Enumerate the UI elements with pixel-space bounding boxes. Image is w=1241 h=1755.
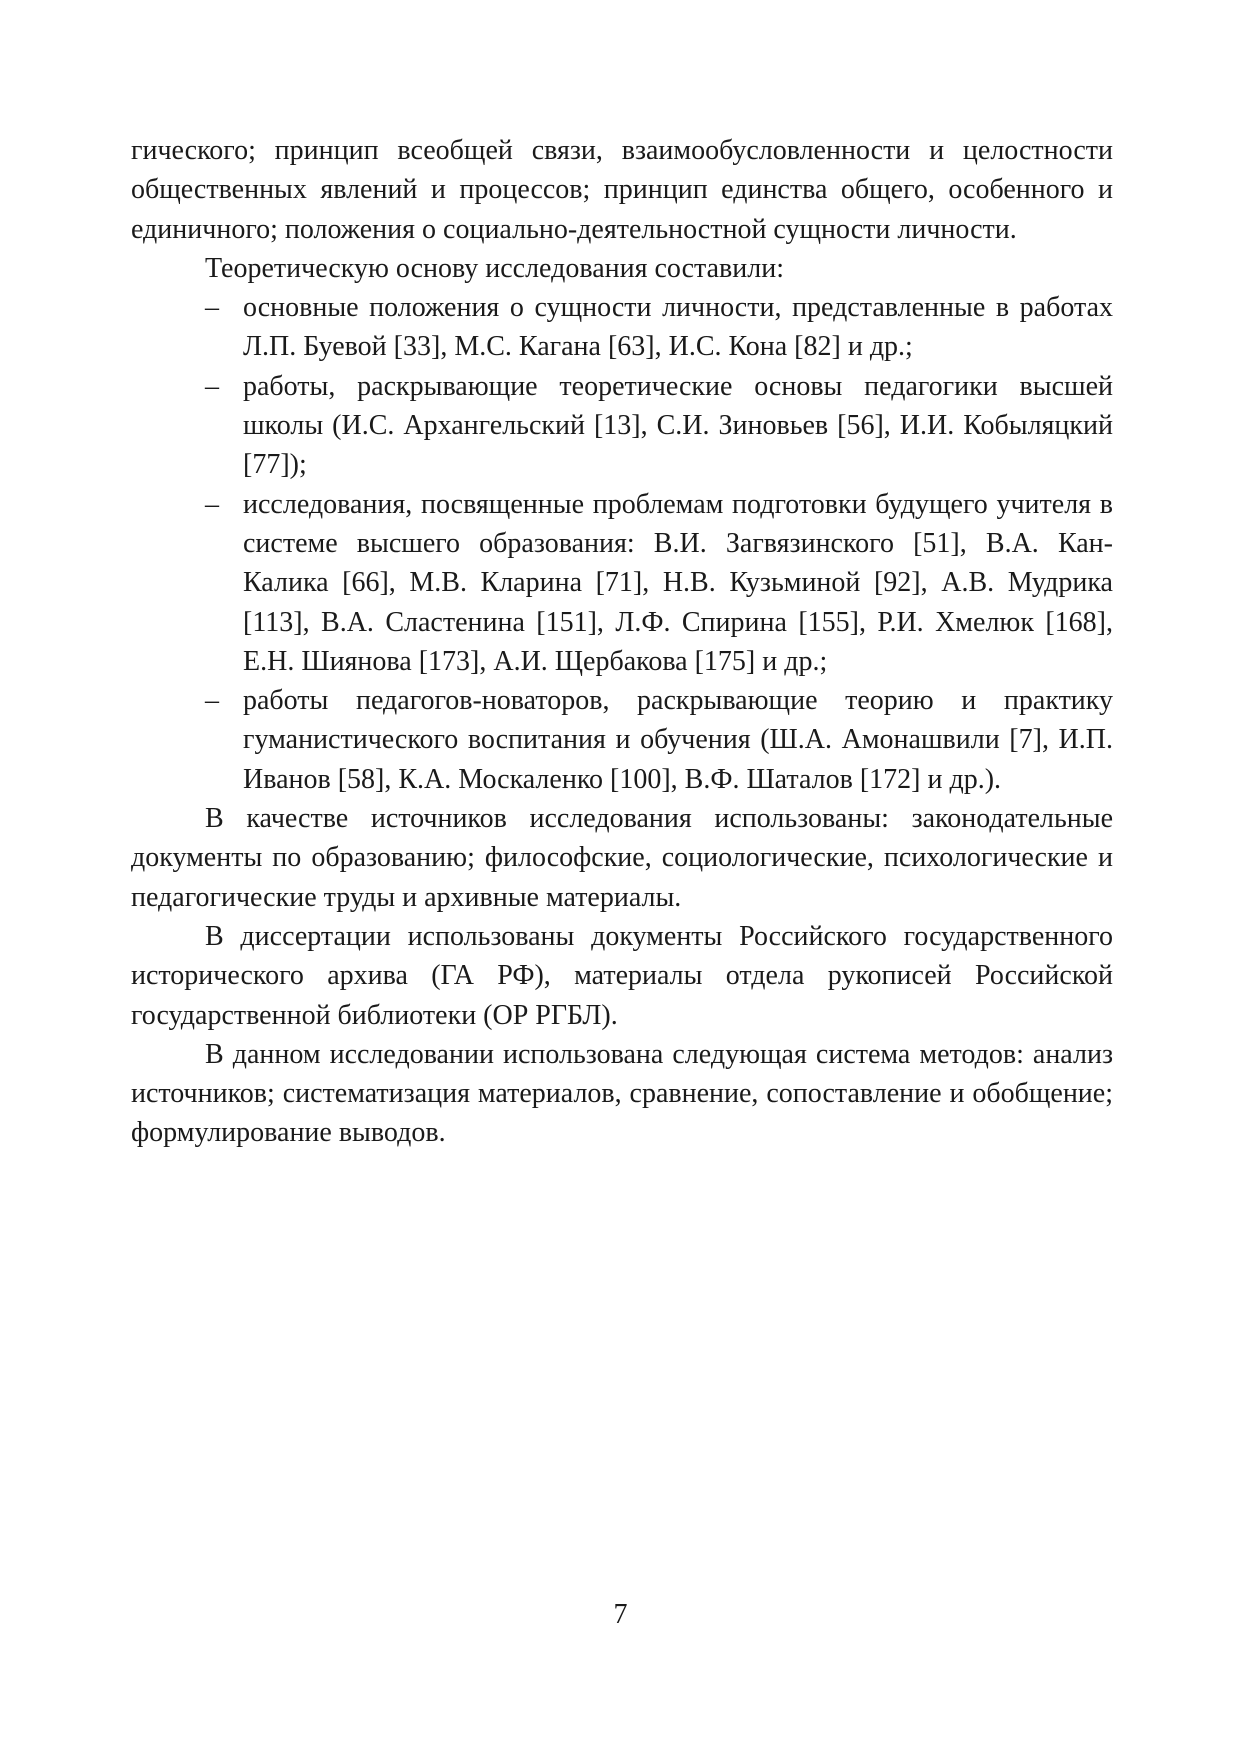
archive-paragraph: В диссертации использованы документы Российского государственного исторического архива (ГА РФ), материалы отдела рукописей Российской государственной библиотеки (ОР РГБЛ). [131, 920, 1113, 1031]
list-item-text: работы, раскрывающие теоретические основы педагогики высшей школы (И.С. Архангельский [13], С.И. Зиновьев [56], И.И. Кобыляцкий [77]); [243, 370, 1113, 481]
list-item [131, 367, 1113, 485]
methods-paragraph: В данном исследовании использована следующая система методов: анализ источников; систематизация материалов, сравнение, сопоставление и обобщение; формулирование выводов. [131, 1038, 1113, 1149]
document-page [131, 131, 1113, 1153]
theory-list [131, 288, 1113, 799]
list-dash: – [205, 685, 219, 717]
list-dash: – [205, 370, 219, 402]
page-number: 7 [613, 1599, 628, 1630]
list-item [131, 681, 1113, 799]
list-item [131, 288, 1113, 367]
list-item-text: основные положения о сущности личности, представленные в работах Л.П. Буевой [33], М.С. Кагана [63], И.С. Кона [82] и др.; [243, 292, 1113, 363]
theory-intro-paragraph: Теоретическую основу исследования составили: [205, 252, 784, 284]
list-dash: – [205, 488, 219, 520]
list-item [131, 485, 1113, 681]
list-dash: – [205, 292, 219, 324]
list-item-text: исследования, посвященные проблемам подготовки будущего учителя в системе высшего образования: В.И. Загвязинского [51], В.А. Кан-Калика [66], М.В. Кларина [71], Н.В. Кузьминой [92], А.В. Мудрика [113], В.А. Сластенина [151], Л.Ф. Спирина [155], Р.И. Хмелюк [168], Е.Н. Шиянова [173], А.И. Щербакова [175] и др.; [243, 488, 1113, 677]
list-item-text: работы педагогов-новаторов, раскрывающие теорию и практику гуманистического воспитания и обучения (Ш.А. Амонашвили [7], И.П. Иванов [58], К.А. Москаленко [100], В.Ф. Шаталов [172] и др.). [243, 685, 1113, 795]
opening-paragraph: гического; принцип всеобщей связи, взаимообусловленности и целостности общественных явлений и процессов; принцип единства общего, особенного и единичного; положения о социально-деятельностной сущности личности. [131, 135, 1113, 245]
sources-paragraph: В качестве источников исследования использованы: законодательные документы по образованию; философские, социологические, психологические и педагогические труды и архивные материалы. [131, 803, 1113, 913]
